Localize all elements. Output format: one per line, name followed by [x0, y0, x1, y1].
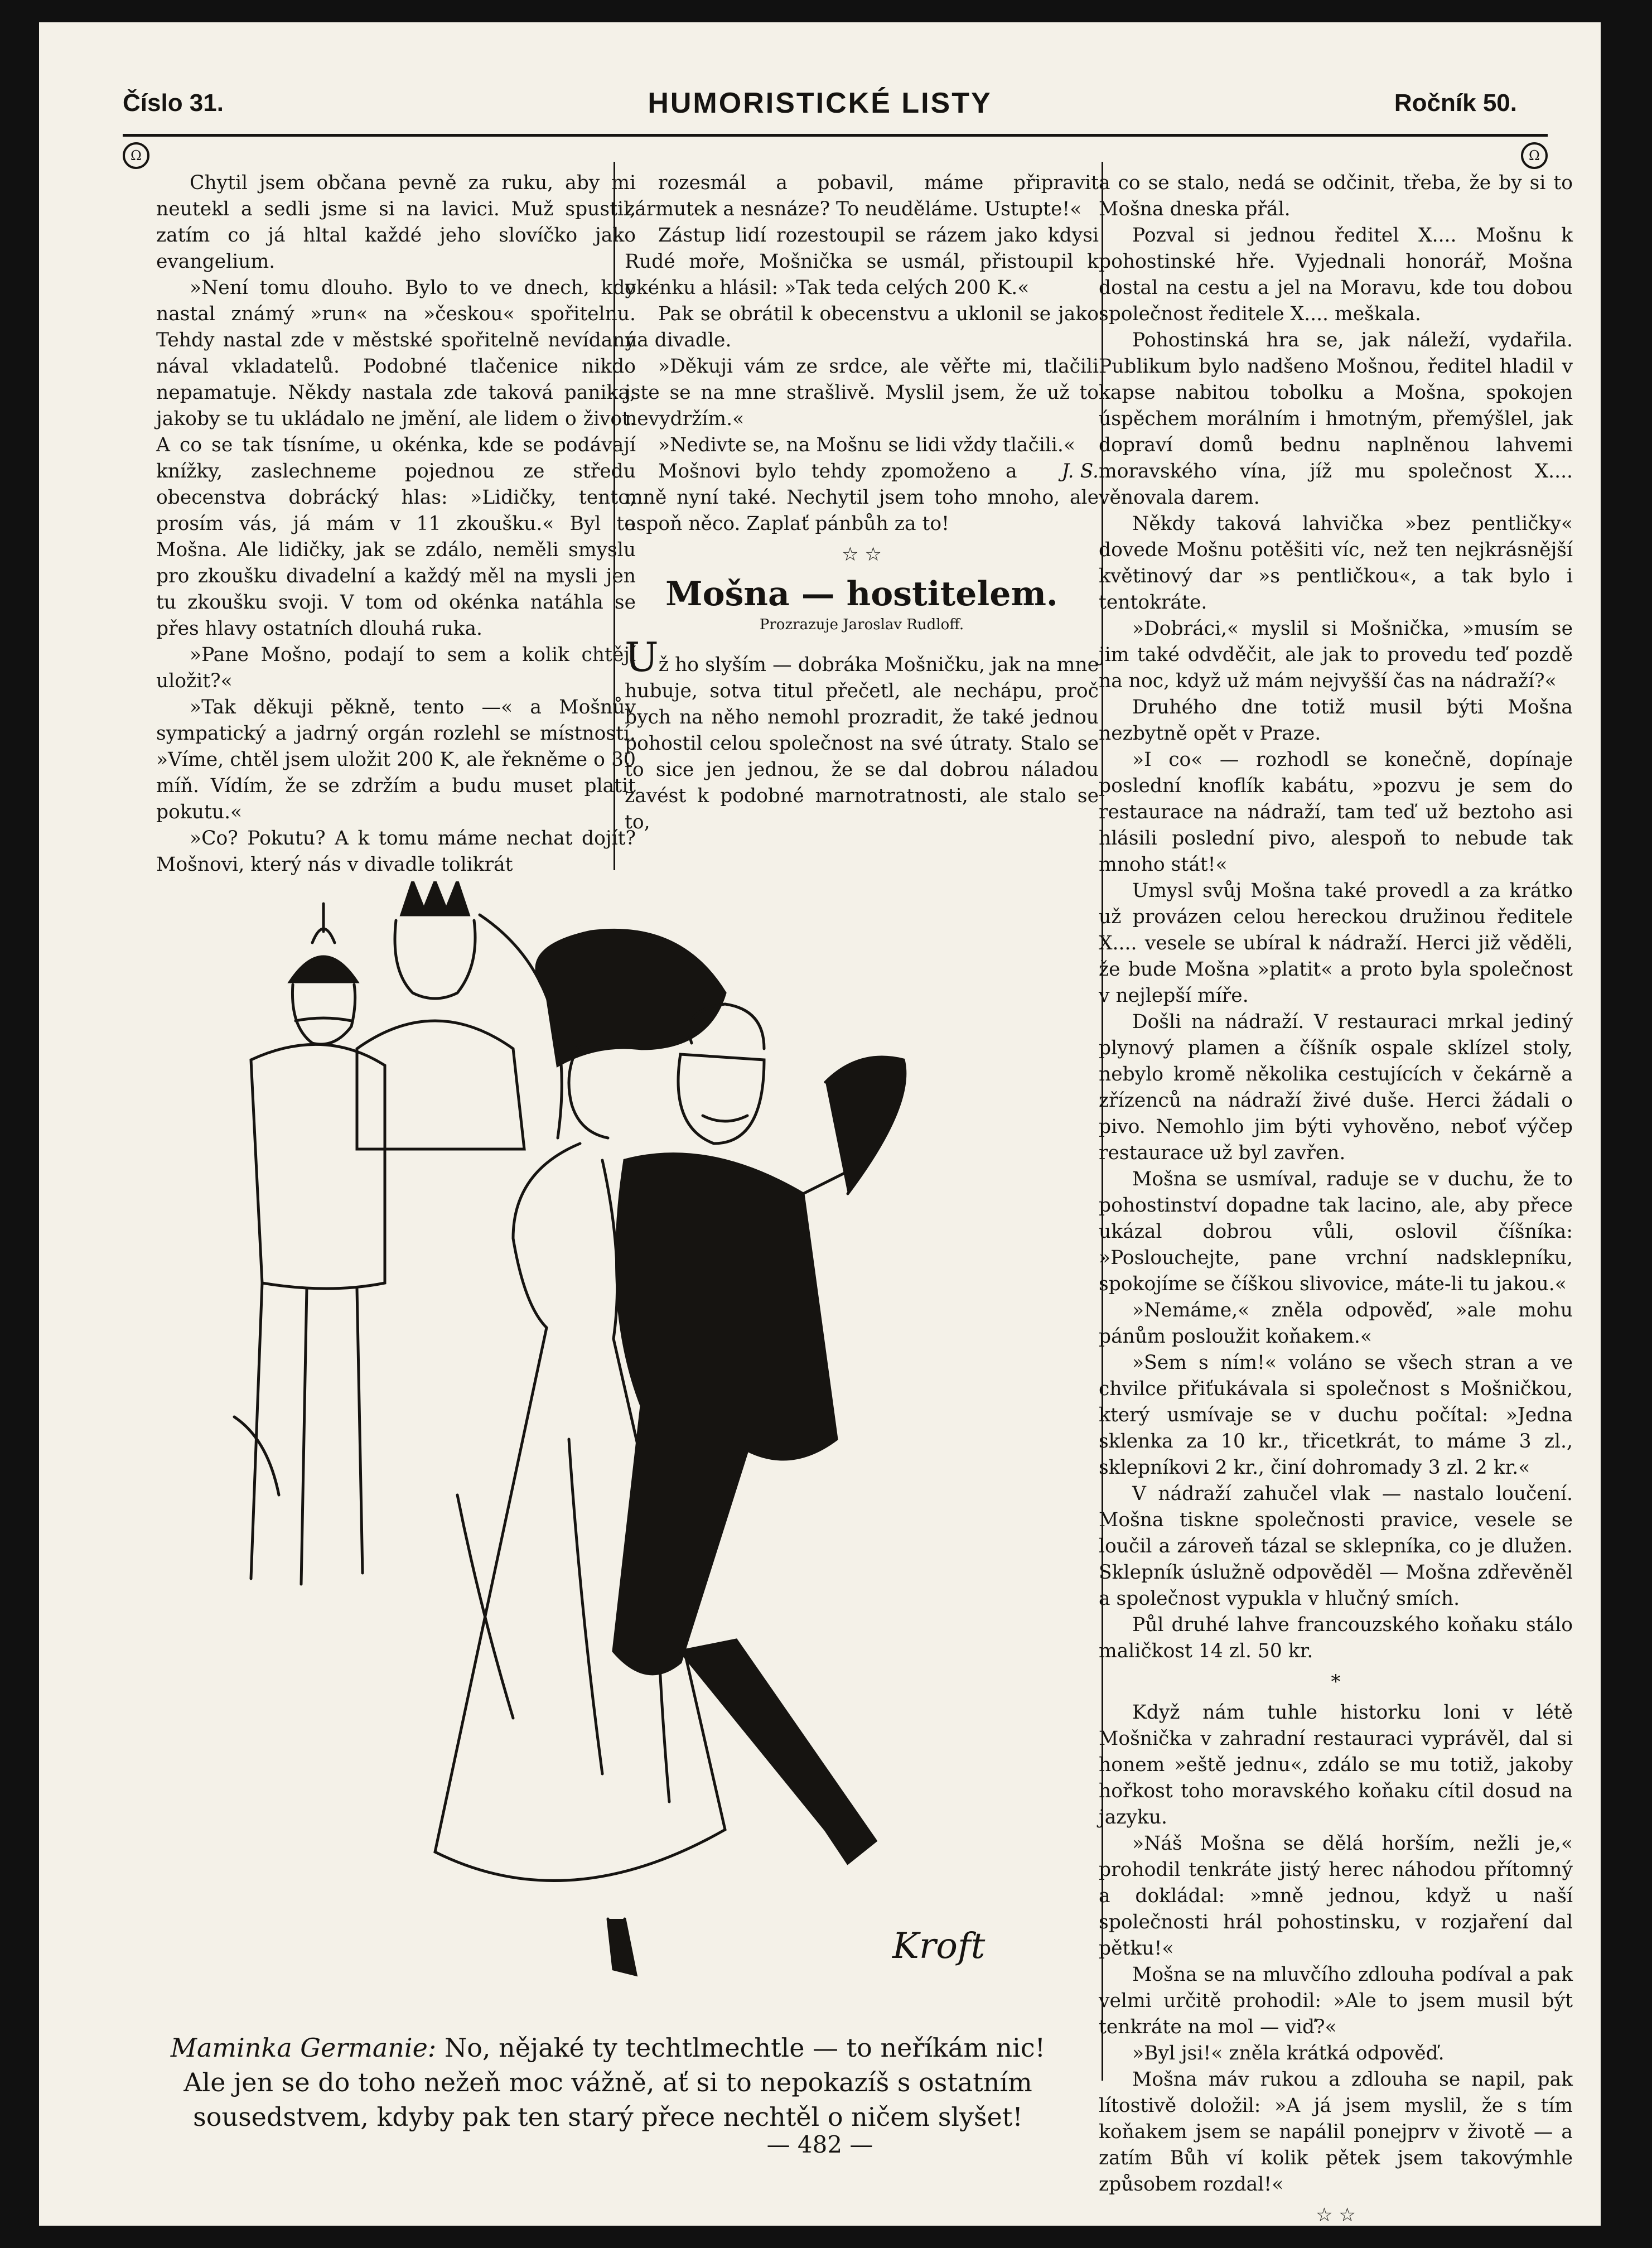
volume-year: Ročník 50. [1394, 89, 1517, 117]
column-2 [625, 170, 1099, 884]
end-stars: ☆ ☆ [1316, 2204, 1356, 2226]
caption-line: sousedstvem, kdyby pak ten starý přece nechtěl o ničem slyšet! [193, 2102, 1023, 2132]
header-rule [123, 134, 1548, 137]
woman-shoe [608, 1919, 636, 1975]
masthead-title: HUMORISTICKÉ LISTY [648, 87, 992, 119]
paragraph: Došli na nádraží. V restauraci mrkal jediný plynový plamen a číšník ospale sklízel stoly, nebylo kromě několika cestujících v čekárně a zřízenců na nádraží živé duše. Herci žádali o pivo. Nemohlo jim býti vyhověno, neboť výčep restaurace už byl zavřen. [1099, 1011, 1573, 1164]
paragraph: Pak se obrátil k obecenstvu a uklonil se jako na divadle. [625, 303, 1099, 351]
section-divider-star: * [1331, 1671, 1341, 1693]
woman-face [569, 1043, 608, 1138]
paragraph: Zástup lidí rozestoupil se rázem jako kdysi Rudé moře, Mošnička se usmál, přistoupil k okénku a hlásil: »Tak teda celých 200 K.« [625, 224, 1099, 299]
caption-speaker: Maminka Germanie: [170, 2033, 437, 2063]
paragraph: Někdy taková lahvička »bez pentličky« dovede Mošnu potěšiti víc, než ten nejkrásnější květinový dar »s pentličkou«, a tak bylo i tentokráte. [1099, 513, 1573, 614]
pickelhaube-helmet [290, 957, 357, 982]
paragraph: rozesmál a pobavil, máme připravit zármutek a nesnáze? To neuděláme. Ustupte!« [625, 172, 1099, 220]
issue-number: Číslo 31. [123, 89, 224, 117]
paragraph: Už ho slyším — dobráka Mošničku, jak na mne hubuje, sotva titul přečetl, ale nechápu, proč bych na něho nemohl prozradit, že také jednou pohostil celou společnost na své útraty. Stalo se to sice jen jednou, že se dal dobrou náladou zavést k podobné marnotratnosti, ale stalo se to, [625, 634, 1099, 833]
paragraph: Druhého dne totiž musil býti Mošna nezbytně opět v Praze. [1099, 696, 1573, 745]
column-3 [1099, 170, 1573, 2226]
soldier-moustache [296, 1018, 351, 1021]
paragraph: »Byl jsi!« zněla krátká odpověď. [1132, 2042, 1445, 2064]
paragraph: Chytil jsem občana pevně za ruku, aby mi neutekl a sedli jsme si na lavici. Muž spustil, zatím co já hltal každé jeho slovíčko jako evangelium. [156, 172, 636, 273]
column-1 [156, 170, 636, 876]
drop-cap: U [625, 634, 659, 681]
caption-line: No, nějaké ty techtlmechtle — to neříkám nic! [444, 2033, 1046, 2063]
newspaper-page [39, 22, 1601, 2226]
man-black-coat [614, 1154, 837, 1674]
section-stars: ☆ ☆ [842, 543, 882, 566]
ornament-left-icon: Ω [123, 142, 149, 169]
paragraph: »Děkuji vám ze srdce, ale věřte mi, tlačili jste se na mne strašlivě. Myslil jsem, že už to nevydržím.« [625, 355, 1099, 430]
paragraph: »Náš Mošna se dělá horším, nežli je,« prohodil tenkráte jistý herec náhodou přítomný a dokládal: »mně jednou, když u naší společnosti hrál pohostinsku, v rozjaření dal pětku!« [1099, 1832, 1573, 1960]
soldier-legs [251, 1283, 363, 1584]
paragraph: V nádraží zahučel vlak — nastalo loučení. Mošna tiskne společnosti pravice, vesele se loučil a zároveň tázal se sklepníka, co je dlužen. Sklepník úslužně odpověděl — Mošna zdřevěněl a společnost vypukla v hlučný smích. [1099, 1483, 1573, 1610]
paragraph: »Není tomu dlouho. Bylo to ve dnech, kdy nastal známý »run« na »českou« spořitelnu. Tehdy nastal zde v městské spořitelně nevídaný nával vkladatelů. Podobné tlačenice nikdo nepamatuje. Někdy nastala zde taková panika, jakoby se tu ukládalo ne jmění, ale lidem o život. A co se tak tísníme, u okénka, kde se podávají knížky, zaslechneme pojednou ze středu obecenstva dobrácký hlas: »Lidičky, tento, prosím vás, já mám v 11 zkoušku.« Byl to Mošna. Ale lidičky, jak se zdálo, neměli smyslu pro zkoušku divadelní a každý měl na mysli jen tu zkoušku svoji. V tom od okénka natáhla se přes hlavy ostatních dlouhá ruka. [156, 277, 636, 640]
pickelhaube-spike [312, 904, 335, 943]
paragraph: »Nemáme,« zněla odpověď, »ale mohu pánům posloužit koňakem.« [1099, 1299, 1573, 1348]
paragraph: Pozval si jednou ředitel X.... Mošnu k pohostinské hře. Vyjednali honorář, Mošna dostal na cestu a jel na Moravu, kde tou dobou společnost ředitele X.... meškala. [1099, 224, 1573, 325]
caption-line: Ale jen se do toho nežeň moc vážně, ať si to nepokazíš s ostatním [183, 2067, 1032, 2097]
paragraph: Mošna se usmíval, raduje se v duchu, že to pohostinství dopadne tak lacino, ale, aby přece ukázal dobrou vůli, oslovil číšníka: »Poslouchejte, pane vrchní nadsklepníku, spokojíme se číškou slivovice, máte-li tu jakou.« [1099, 1168, 1573, 1295]
man-legs [680, 1640, 876, 1863]
ornament-right-icon: Ω [1521, 142, 1548, 169]
paragraph: »Tak děkuji pěkně, tento —« a Mošnův sympatický a jadrný orgán rozlehl se místností. »Víme, chtěl jsem uložit 200 K, ale řekněme o 30 míň. Vídím, že se zdržím a budu muset platit pokutu.« [156, 696, 636, 823]
article-byline: Prozrazuje Jaroslav Rudloff. [759, 616, 964, 633]
paragraph: »Pane Mošno, podají to sem a kolik chtějí uložit?« [156, 644, 636, 692]
paragraph: Mošna máv rukou a zdlouha se napil, pak lítostivě doložil: »A já jsem myslil, že s tím koňakem jsem se napálil ponejprv v životě — a zatím Bůh ví kolik pětek jsem takovýmhle způsobem rozdal!« [1099, 2068, 1573, 2196]
author-signature: J. S. [1061, 460, 1099, 483]
paragraph: »Dobráci,« myslil si Mošnička, »musím se jim také odvděčit, ale jak to provedu teď pozdě na noc, když už mám nejvyšší čas na nádraží?« [1099, 618, 1573, 692]
paragraph: a co se stalo, nedá se odčinit, třeba, že by si to Mošna dneska přál. [1099, 172, 1573, 220]
article-title: Mošna — hostitelem. [665, 575, 1058, 614]
germania-bodice [357, 1021, 524, 1149]
man-raised-hat [825, 1057, 905, 1194]
paragraph: »Nedivte se, na Mošnu se lidi vždy tlačili.« [658, 434, 1075, 456]
man-face [678, 1054, 764, 1144]
paragraph: Mošna se na mluvčího zdlouha podíval a pak velmi určitě prohodil: »Ale to jsem musil být tenkráte na mol — viď?« [1099, 1964, 1573, 2038]
paragraph: »Co? Pokutu? A k tomu máme nechat dojít? Mošnovi, který nás v divadle tolikrát [156, 827, 636, 876]
paragraph: »Sem s ním!« voláno se všech stran a ve chvilce přiťukávala si společnost s Mošničkou, který usmívaje se v duchu počítal: »Jedna sklenka za 10 kr., třicetkrát, to máme 3 zl., sklepníkovi 2 kr., činí dohromady 3 zl. 2 kr.« [1099, 1352, 1573, 1479]
paragraph: J. S. Mošnovi bylo tehdy zpomoženo a mně nyní také. Nechytil jsem toho mnoho, ale aspoň něco. Zaplať pánbůh za to! [625, 459, 1099, 537]
paragraph: Pohostinská hra se, jak náleží, vydařila. Publikum bylo nadšeno Mošnou, ředitel hladil v kapse nabitou tobolku a Mošna, spokojen úspěchem morálním i hmotným, přemýšlel, jak dopraví domů bednu naplněnou lahvemi moravského vína, jíž mu společnost X.... věnovala darem. [1099, 329, 1573, 509]
germania-face [395, 920, 475, 998]
page-number: — 482 — [766, 2131, 873, 2158]
man-arm [803, 1171, 848, 1194]
cartoon-illustration [123, 881, 1088, 2019]
paragraph: Když nám tuhle historku loni v létě Mošnička v zahradní restauraci vyprávěl, dal si honem »eště jednu«, zdálo se mu totiž, jakoby hořkost toho moravského koňaku cítil dosud na jazyku. [1099, 1701, 1573, 1829]
hat-plume [537, 930, 725, 1065]
paragraph: Půl druhé lahve francouzského koňaku stálo maličkost 14 zl. 50 kr. [1099, 1614, 1573, 1662]
soldier-uniform [251, 1044, 385, 1289]
soldier-face [292, 985, 355, 1044]
man-moustache [703, 1116, 747, 1121]
artist-signature: Kroft [892, 1926, 986, 1967]
germania-crown [402, 881, 468, 915]
cartoon-caption [128, 2030, 1088, 2134]
paragraph: »I co« — rozhodl se konečně, dopínaje poslední knoflík kabátu, »pozvu je sem do restaurace na nádraží, tam teď už beztoho asi hlásili poslední pivo, alespoň to nebude tak mnoho stát!« [1099, 749, 1573, 876]
paragraph: Umysl svůj Mošna také provedl a za krátko už provázen celou hereckou družinou ředitele X.... vesele se ubíral k nádraží. Herci již věděli, že bude Mošna »platit« a proto byla společnost v nejlepší míře. [1099, 880, 1573, 1007]
